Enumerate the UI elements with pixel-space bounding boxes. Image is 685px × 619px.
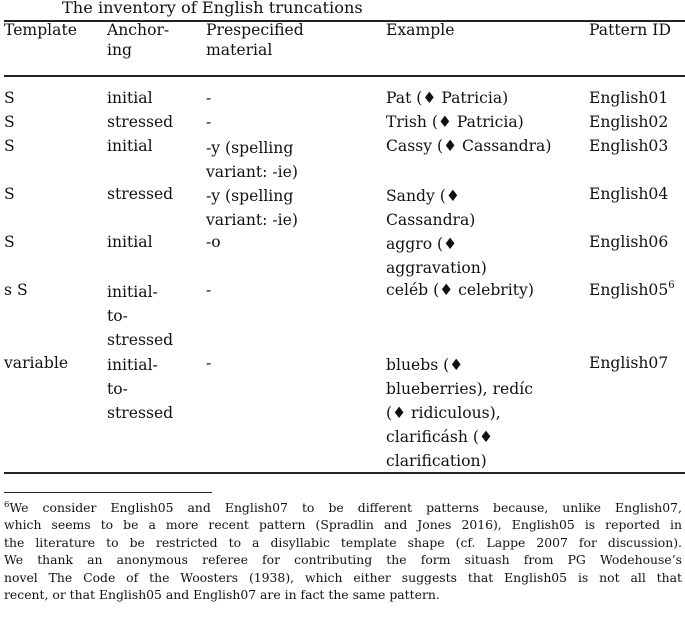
cell-line: Trish (♦ Patricia) — [386, 113, 524, 131]
table-bottom-rule — [4, 472, 685, 474]
cell-line: s S — [4, 281, 28, 299]
cell-line: variable — [4, 354, 69, 372]
table-row-0-example — [386, 88, 508, 108]
cell-line: -y (spelling — [206, 139, 294, 157]
cell-line: initial- — [107, 356, 158, 374]
table-row-3-pattern-id — [589, 184, 668, 204]
table-row-6-example — [386, 353, 533, 473]
header-template — [4, 20, 77, 40]
table-caption: The inventory of English truncations — [62, 0, 363, 17]
footnote-line: novel The Code of the Woosters (1938), which either suggests that English05 is not all that — [4, 569, 682, 585]
table-row-4-template — [4, 232, 15, 252]
table-row-3-anchoring — [107, 184, 173, 204]
cell-line: to- — [107, 380, 128, 398]
footnote-rule — [4, 492, 212, 493]
table-row-0-pattern-id — [589, 88, 668, 108]
table-row-5-pattern-id — [589, 280, 675, 300]
footnote — [4, 499, 682, 603]
table-row-1-template — [4, 112, 15, 132]
table-row-4-pattern-id — [589, 232, 668, 252]
cell-line: - — [206, 281, 212, 299]
cell-line: initial — [107, 233, 153, 251]
header-pattern-id — [589, 20, 671, 40]
cell-line: stressed — [107, 185, 174, 203]
table-row-6-anchoring — [107, 353, 173, 425]
table-row-5-template — [4, 280, 28, 300]
table-header-rule — [4, 75, 685, 77]
cell-line: S — [4, 89, 15, 107]
table-row-1-pattern-id — [589, 112, 668, 132]
cell-line: - — [206, 89, 212, 107]
header-line: Example — [386, 21, 455, 39]
header-prespecified-material — [206, 20, 304, 60]
pattern-id: English03 — [589, 137, 669, 155]
header-line: Template — [4, 21, 77, 39]
pattern-id: English06 — [589, 233, 669, 251]
table-row-4-prespecified — [206, 232, 221, 252]
cell-line: Cassy (♦ Cassandra) — [386, 137, 552, 155]
table-row-6-template — [4, 353, 68, 373]
table-row-1-anchoring — [107, 112, 173, 132]
footnote-number: 6 — [4, 500, 10, 510]
cell-line: initial — [107, 89, 153, 107]
cell-line: stressed — [107, 404, 174, 422]
header-line: material — [206, 41, 273, 59]
cell-line: aggro (♦ — [386, 235, 458, 253]
table-row-3-template — [4, 184, 15, 204]
table-row-0-prespecified — [206, 88, 211, 108]
cell-line: clarificásh (♦ — [386, 428, 493, 446]
table-row-2-template — [4, 136, 15, 156]
cell-line: Sandy (♦ — [386, 187, 460, 205]
table-row-2-pattern-id — [589, 136, 668, 156]
table-row-2-anchoring — [107, 136, 153, 156]
header-line: Anchor- — [107, 21, 170, 39]
table-row-5-anchoring — [107, 280, 173, 352]
header-anchoring — [107, 20, 169, 60]
header-line: Pattern ID — [589, 21, 671, 39]
cell-line: to- — [107, 307, 128, 325]
cell-line: -y (spelling — [206, 187, 294, 205]
footnote-line: We thank an anonymous referee for contributing the form situash from PG Wodehouse’s — [4, 552, 682, 568]
cell-line: blueberries), redíc — [386, 380, 533, 398]
header-line: ing — [107, 41, 133, 59]
table-row-4-example — [386, 232, 487, 280]
cell-line: - — [206, 113, 212, 131]
pattern-id: English05 — [589, 281, 669, 299]
cell-line: S — [4, 185, 15, 203]
cell-line: stressed — [107, 331, 174, 349]
cell-line: aggravation) — [386, 259, 487, 277]
footnote-text: We consider English05 and English07 to be different patterns because, unlike English07, — [9, 500, 682, 515]
table-row-0-anchoring — [107, 88, 153, 108]
cell-line: variant: -ie) — [206, 163, 298, 181]
pattern-id: English02 — [589, 113, 669, 131]
header-line: Prespecified — [206, 21, 304, 39]
cell-line: S — [4, 113, 15, 131]
table-row-6-pattern-id — [589, 353, 668, 373]
table-row-3-prespecified — [206, 184, 298, 232]
cell-line: celéb (♦ celebrity) — [386, 281, 534, 299]
cell-line: S — [4, 233, 15, 251]
cell-line: variant: -ie) — [206, 211, 298, 229]
table-row-1-example — [386, 112, 524, 132]
pattern-id: English04 — [589, 185, 669, 203]
footnote-line: which seems to be a more recent pattern (Spradlin and Jones 2016), English05 is reported in — [4, 517, 682, 533]
cell-line: clarification) — [386, 452, 487, 470]
cell-line: Pat (♦ Patricia) — [386, 89, 509, 107]
cell-line: initial — [107, 137, 153, 155]
cell-line: S — [4, 137, 15, 155]
cell-line: - — [206, 354, 212, 372]
table-row-2-prespecified — [206, 136, 298, 184]
table-row-5-prespecified — [206, 280, 211, 300]
table-row-6-prespecified — [206, 353, 211, 373]
table-row-0-template — [4, 88, 15, 108]
cell-line: Cassandra) — [386, 211, 476, 229]
footnote-line: the literature to be restricted to a disyllabic template shape (cf. Lappe 2007 for discussion). — [4, 534, 682, 550]
header-example — [386, 20, 454, 40]
cell-line: (♦ ridiculous), — [386, 404, 501, 422]
cell-line: -o — [206, 233, 221, 251]
pattern-id: English07 — [589, 354, 669, 372]
table-row-1-prespecified — [206, 112, 211, 132]
cell-line: stressed — [107, 113, 174, 131]
footnote-mark[interactable]: 6 — [668, 280, 675, 291]
pattern-id: English01 — [589, 89, 669, 107]
table-row-2-example — [386, 136, 551, 156]
cell-line: initial- — [107, 283, 158, 301]
footnote-line — [4, 499, 682, 516]
table-row-4-anchoring — [107, 232, 153, 252]
footnote-line: recent, or that English05 and English07 are in fact the same pattern. — [4, 587, 440, 603]
table-row-5-example — [386, 280, 534, 300]
cell-line: bluebs (♦ — [386, 356, 464, 374]
table-row-3-example — [386, 184, 475, 232]
